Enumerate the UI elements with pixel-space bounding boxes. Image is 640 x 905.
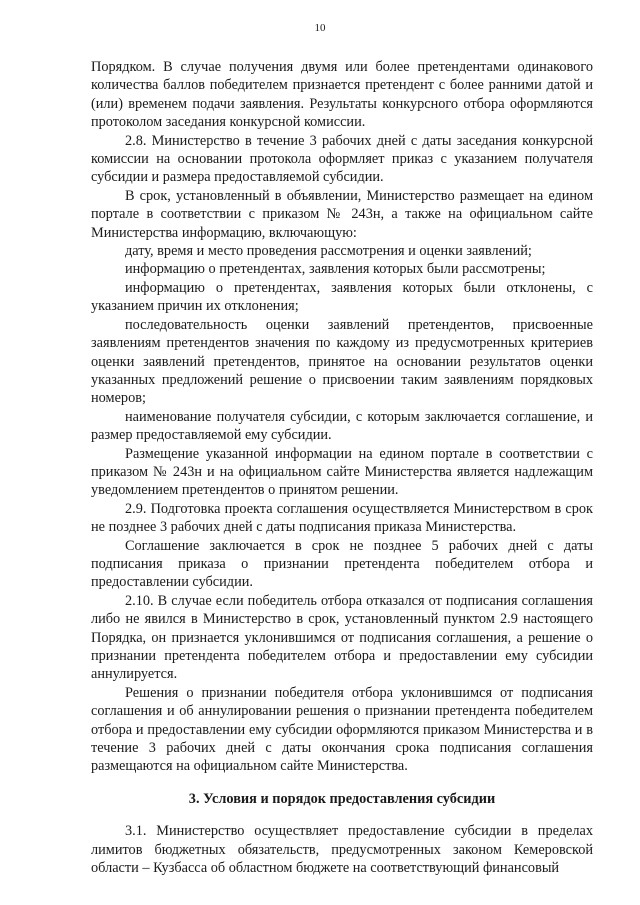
- body-text: [91, 58, 593, 877]
- paragraphs-after: [91, 822, 593, 877]
- paragraph: наименование получателя субсидии, с которым заключается соглашение, и размер предоставляемой ему субсидии.: [91, 408, 593, 444]
- paragraph: 2.10. В случае если победитель отбора отказался от подписания соглашения либо не явился в Министерство в срок, установленный пунктом 2.9 настоящего Порядка, он признается уклонившимся от подписания соглашения, а решение о признании претендента победителем отбора и предоставлении ему субсидии аннулируется.: [91, 592, 593, 683]
- section-heading: 3. Условия и порядок предоставления субсидии: [188, 790, 496, 807]
- paragraph: 3.1. Министерство осуществляет предоставление субсидии в пределах лимитов бюджетных обязательств, предусмотренных законом Кемеровской области – Кузбасса об областном бюджете на соответствующий финансовый: [91, 823, 593, 877]
- paragraph: информацию о претендентах, заявления которых были отклонены, с указанием причин их отклонения;: [91, 279, 593, 315]
- paragraph: 2.9. Подготовка проекта соглашения осуществляется Министерством в срок не позднее 3 рабочих дней с даты подписания приказа Министерства.: [91, 500, 593, 536]
- paragraph: Размещение указанной информации на едином портале в соответствии с приказом № 243н и на официальном сайте Министерства является надлежащим уведомлением претендентов о принятом решении.: [91, 445, 593, 499]
- paragraph: последовательность оценки заявлений претендентов, присвоенные заявлениям претендентов значения по каждому из предусмотренных критериев оценки заявлений претендентов, принятое на основании результатов оценки указанных предложений решение о присвоении таким заявлениям порядковых номеров;: [91, 316, 593, 407]
- paragraph: Порядком. В случае получения двумя или более претендентами одинакового количества баллов победителем признается претендент с более ранними датой и (или) временем подачи заявления. Результаты конкурсного отбора оформляются протоколом заседания конкурсной комиссии.: [91, 59, 593, 131]
- page-number: 10: [314, 22, 326, 34]
- paragraph: дату, время и место проведения рассмотрения и оценки заявлений;: [125, 243, 532, 260]
- paragraphs-before: [91, 58, 593, 776]
- paragraph: Соглашение заключается в срок не позднее 5 рабочих дней с даты подписания приказа о признании претендента победителем отбора и предоставлении субсидии.: [91, 537, 593, 591]
- paragraph: 2.8. Министерство в течение 3 рабочих дней с даты заседания конкурсной комиссии на основании протокола оформляет приказ с указанием получателя субсидии и размера предоставляемой субсидии.: [91, 132, 593, 186]
- paragraph: Решения о признании победителя отбора уклонившимся от подписания соглашения и об аннулировании решения о признании претендента победителем отбора и предоставлении ему субсидии оформляются приказом Министерства и в течение 3 рабочих дней с даты окончания срока подписания соглашения размещаются на официальном сайте Министерства.: [91, 684, 593, 775]
- paragraph: В срок, установленный в объявлении, Министерство размещает на едином портале в соответствии с приказом № 243н, а также на официальном сайте Министерства информацию, включающую:: [91, 187, 593, 241]
- paragraph: информацию о претендентах, заявления которых были рассмотрены;: [125, 261, 546, 278]
